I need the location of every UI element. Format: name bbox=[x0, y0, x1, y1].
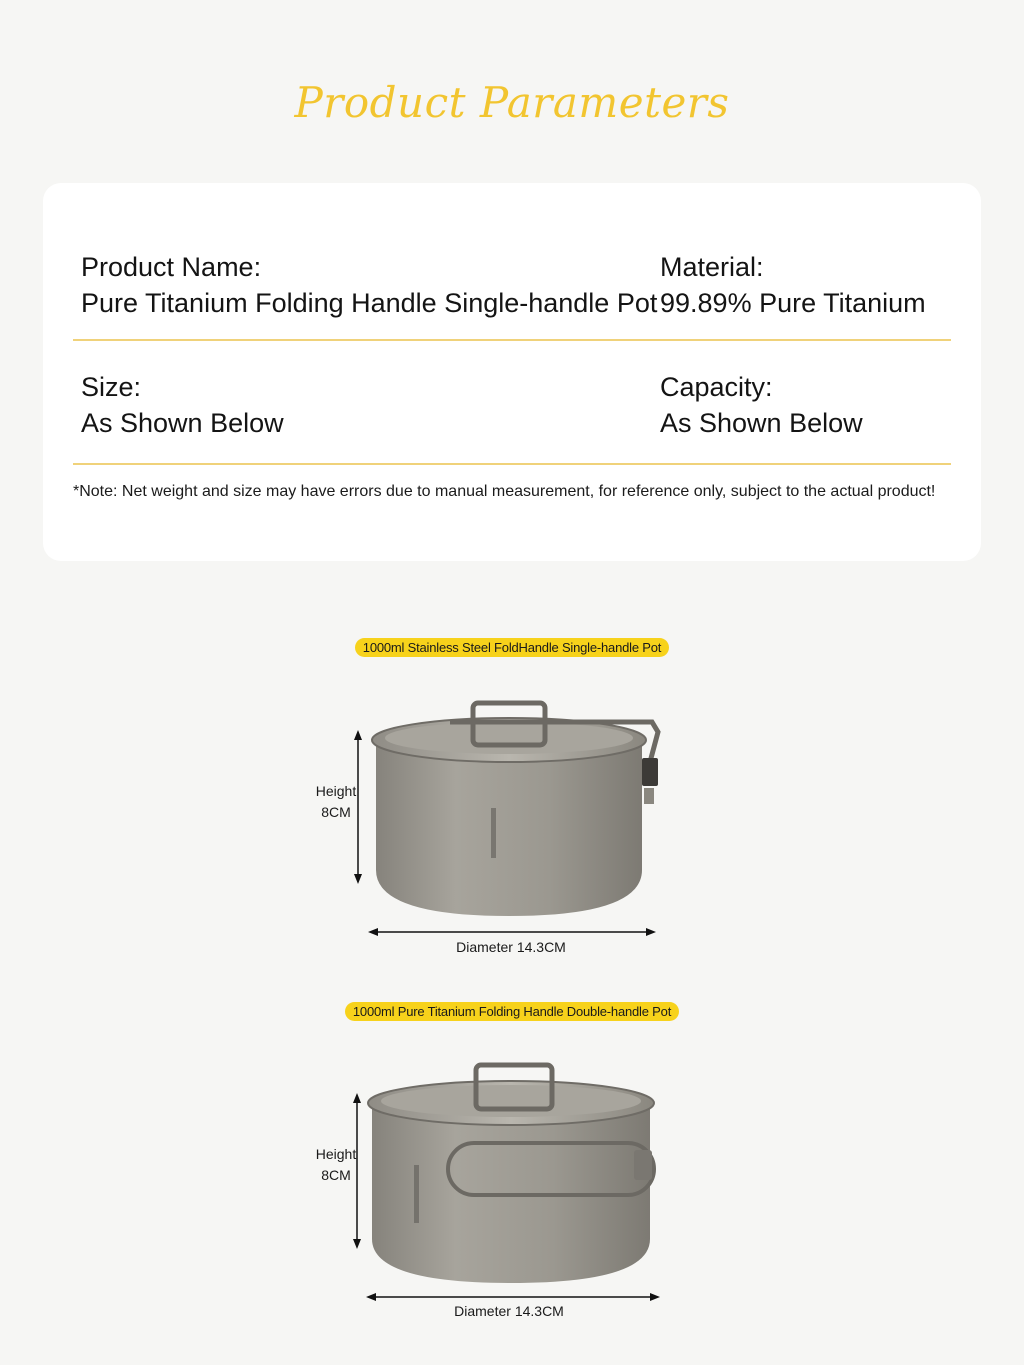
capacity-value: As Shown Below bbox=[660, 408, 863, 438]
product-caption-single bbox=[0, 638, 1024, 657]
height-annotation bbox=[312, 781, 360, 823]
parameters-card bbox=[43, 183, 981, 561]
height-value: 8CM bbox=[321, 804, 351, 820]
size-value: As Shown Below bbox=[81, 408, 284, 438]
capacity-label: Capacity: bbox=[660, 372, 773, 402]
divider bbox=[73, 463, 951, 465]
height-annotation bbox=[312, 1144, 360, 1186]
material-param bbox=[660, 249, 926, 321]
diameter-label: Diameter 14.3CM bbox=[456, 939, 566, 955]
size-label: Size: bbox=[81, 372, 142, 402]
height-value: 8CM bbox=[321, 1167, 351, 1183]
note-text: *Note: Net weight and size may have errors due to manual measurement, for reference only, subject to the actual product! bbox=[73, 483, 936, 500]
product-name-param bbox=[81, 249, 657, 321]
material-value: 99.89% Pure Titanium bbox=[660, 288, 926, 318]
capacity-param bbox=[660, 369, 863, 441]
titanium-pot-double-handle-icon bbox=[300, 1055, 700, 1315]
caption-badge: 1000ml Pure Titanium Folding Handle Double-handle Pot bbox=[345, 1002, 679, 1021]
caption-badge: 1000ml Stainless Steel FoldHandle Single-handle Pot bbox=[355, 638, 669, 657]
material-label: Material: bbox=[660, 252, 764, 282]
titanium-pot-single-handle-icon bbox=[300, 690, 700, 950]
height-label: Height bbox=[315, 1146, 357, 1162]
page-title: Product Parameters bbox=[294, 78, 730, 127]
product-caption-double bbox=[0, 1002, 1024, 1021]
product-name-value: Pure Titanium Folding Handle Single-handle Pot bbox=[81, 288, 658, 318]
divider bbox=[73, 339, 951, 341]
size-param bbox=[81, 369, 284, 441]
diameter-label: Diameter 14.3CM bbox=[454, 1303, 564, 1319]
height-label: Height bbox=[315, 783, 357, 799]
product-name-label: Product Name: bbox=[81, 252, 262, 282]
